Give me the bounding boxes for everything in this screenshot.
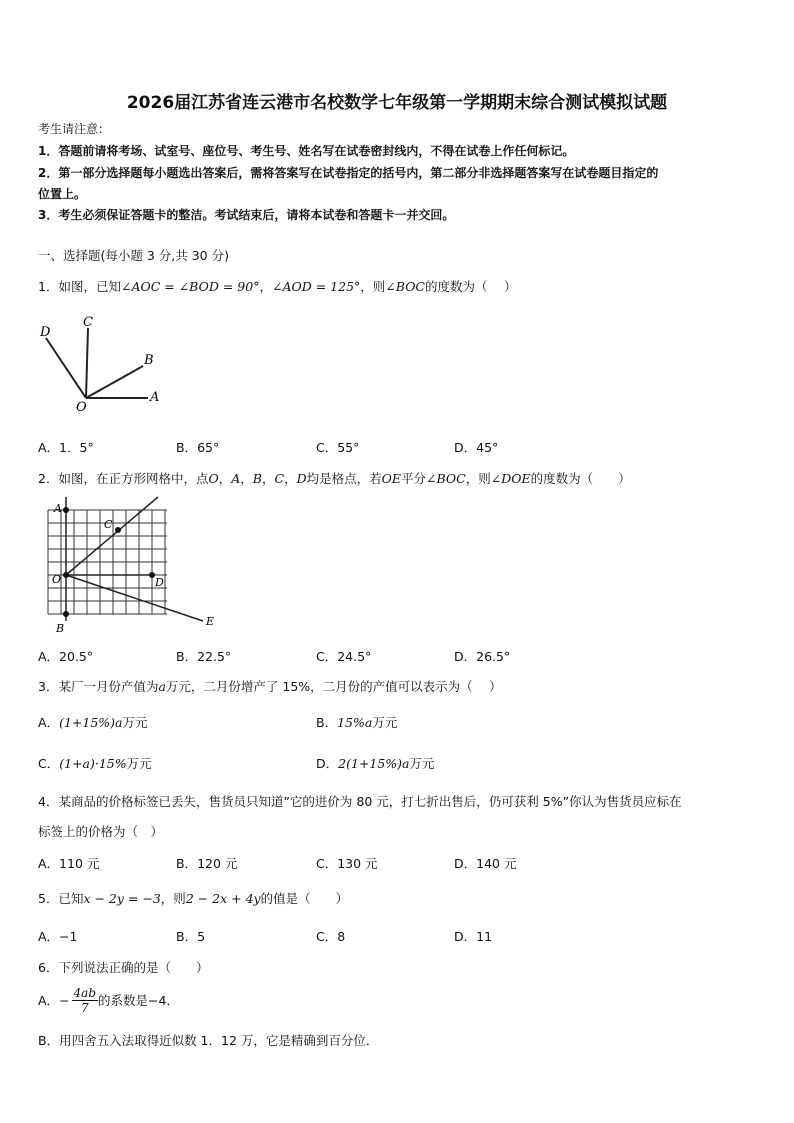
q3-option-c-math: (1+a)·15% — [59, 756, 127, 771]
notice-heading: 考生请注意： — [38, 122, 111, 136]
q5-option-a: A．−1 — [38, 929, 78, 944]
q1-angle-figure — [36, 314, 166, 414]
label-d: D — [40, 325, 51, 340]
q3-option-a-label: A． — [38, 715, 60, 730]
point-o — [63, 572, 69, 578]
fraction-numerator: 4ab — [73, 985, 97, 1000]
label-c: C — [83, 315, 93, 330]
q6-option-a-fraction — [72, 986, 98, 1015]
q3-option-c — [38, 754, 152, 772]
q6-option-a-rest: 的系数是−4． — [98, 993, 179, 1008]
notice-item-1: 1．答题前请将考场、试室号、座位号、考生号、姓名写在试卷密封线内，不得在试卷上作任何标记。 — [38, 144, 575, 158]
ray-od — [46, 338, 86, 398]
q1-option-d: D．45° — [454, 440, 499, 455]
q3-option-d — [316, 754, 435, 772]
q2-text-e: 的度数为（ ） — [530, 471, 631, 486]
q2-option-c: C．24.5° — [316, 649, 372, 664]
label-a: A — [150, 390, 160, 405]
q4-option-d: D．140 元 — [454, 856, 517, 871]
q3-option-a-math: (1+15%)a — [59, 715, 123, 730]
q1-math-a: ∠AOC = ∠BOD = 90° — [120, 279, 260, 294]
label-d: D — [155, 576, 164, 589]
question-4-line-2: 标签上的价格为（ ） — [38, 824, 164, 839]
q1-text-b: ， — [259, 279, 272, 294]
label-b: B — [56, 622, 65, 635]
q2-option-a: A．20.5° — [38, 649, 94, 664]
q2-option-d: D．26.5° — [454, 649, 511, 664]
q3-option-d-math: 2(1+15%)a — [338, 756, 410, 771]
page-title: 2026届江苏省连云港市名校数学七年级第一学期期末综合测试模拟试题 — [126, 93, 668, 113]
q2-math-oe: OE — [381, 471, 401, 486]
notice-item-2-cont: 位置上。 — [38, 187, 87, 201]
q6-option-a — [38, 982, 179, 1018]
q2-math-doe: ∠DOE — [490, 471, 531, 486]
q2-pt-o: O — [208, 471, 219, 486]
q5-text-c: 的值是（ ） — [260, 891, 349, 906]
q3-option-b-label: B． — [316, 715, 338, 730]
q1-option-b: B．65° — [176, 440, 220, 455]
q1-math-b: ∠AOD = 125° — [271, 279, 361, 294]
q3-option-b-math: 15%a — [337, 715, 373, 730]
question-3 — [38, 677, 502, 695]
ray-oc — [86, 328, 88, 398]
q4-option-a: A．110 元 — [38, 856, 100, 871]
point-c — [115, 527, 121, 533]
q1-option-a: A．1．5° — [38, 440, 94, 455]
q6-option-b: B．用四舍五入法取得近似数 1．12 万，它是精确到百分位． — [38, 1033, 379, 1048]
q2-text-b: 均是格点，若 — [306, 471, 382, 486]
label-o: O — [76, 400, 87, 414]
question-2: 2．如图，在正方形网格中，点O，A，B，C，D均是格点，若OE平分∠BOC，则∠DOE的度数为（ ） — [38, 471, 631, 486]
q1-math-c: ∠BOC — [385, 279, 426, 294]
q3-text-a: 3．某厂一月份产值为 — [38, 679, 159, 694]
question-4-line-1: 4．某商品的价格标签已丢失，售货员只知道”它的进价为 80 元，打七折出售后，仍可获利 5%”你认为售货员应标在 — [38, 794, 682, 809]
q3-text-b: 万元，二月份增产了 15%，二月份的产值可以表示为（ ） — [165, 679, 502, 694]
q1-text-d: 的度数为（ ） — [425, 279, 517, 294]
q2-pt-b: B — [252, 471, 262, 486]
q2-text-d: ，则 — [465, 471, 491, 486]
q2-pt-c: C — [274, 471, 285, 486]
q2-math-boc: ∠BOC — [426, 471, 466, 486]
q3-option-d-unit: 万元 — [409, 756, 435, 771]
q3-option-a — [38, 713, 148, 731]
q6-option-a-label: A． — [38, 993, 60, 1008]
q3-math-a: a — [158, 679, 166, 694]
point-a — [63, 507, 69, 513]
q2-option-b: B．22.5° — [176, 649, 232, 664]
q1-text-a: 1．如图，已知 — [38, 279, 121, 294]
q1-text-c: ，则 — [360, 279, 386, 294]
ray-ob — [86, 366, 143, 398]
section-heading: 一、选择题(每小题 3 分,共 30 分) — [38, 248, 229, 263]
q5-option-c: C．8 — [316, 929, 346, 944]
q3-option-b — [316, 713, 397, 731]
q5-option-d: D．11 — [454, 929, 493, 944]
q4-option-c: C．130 元 — [316, 856, 378, 871]
q2-text-c: 平分 — [401, 471, 427, 486]
fraction-denominator: 7 — [80, 1000, 89, 1015]
q5-math-a: x − 2y = −3 — [83, 891, 161, 906]
q5-text-b: ，则 — [160, 891, 186, 906]
notice-item-3: 3．考生必须保证答题卡的整洁。考试结束后，请将本试卷和答题卡一并交回。 — [38, 208, 455, 222]
q3-option-c-unit: 万元 — [126, 756, 152, 771]
question-1 — [38, 277, 517, 295]
notice-item-2: 2．第一部分选择题每小题选出答案后，需将答案写在试卷指定的括号内，第二部分非选择题答案写在试卷题目指定的 — [38, 166, 659, 180]
q2-pt-d: D — [296, 471, 307, 486]
question-6: 6．下列说法正确的是（ ） — [38, 960, 209, 975]
q5-math-b: 2 − 2x + 4y — [185, 891, 261, 906]
q6-option-a-sign: − — [59, 992, 70, 1008]
label-e: E — [206, 615, 215, 628]
question-5 — [38, 889, 348, 907]
q3-option-a-unit: 万元 — [122, 715, 148, 730]
label-c: C — [104, 518, 113, 531]
q2-pt-a: A — [231, 471, 241, 486]
q2-text-a: 2．如图，在正方形网格中，点 — [38, 471, 209, 486]
q4-option-b: B．120 元 — [176, 856, 238, 871]
q2-grid-figure — [36, 494, 226, 636]
q5-option-b: B．5 — [176, 929, 206, 944]
q3-option-d-label: D． — [316, 756, 339, 771]
q3-option-c-label: C． — [38, 756, 60, 771]
point-b — [63, 611, 69, 617]
label-o: O — [52, 573, 62, 586]
label-a: A — [54, 502, 62, 515]
q5-text-a: 5．已知 — [38, 891, 84, 906]
q1-option-c: C．55° — [316, 440, 360, 455]
q3-option-b-unit: 万元 — [372, 715, 398, 730]
label-b: B — [144, 353, 154, 368]
